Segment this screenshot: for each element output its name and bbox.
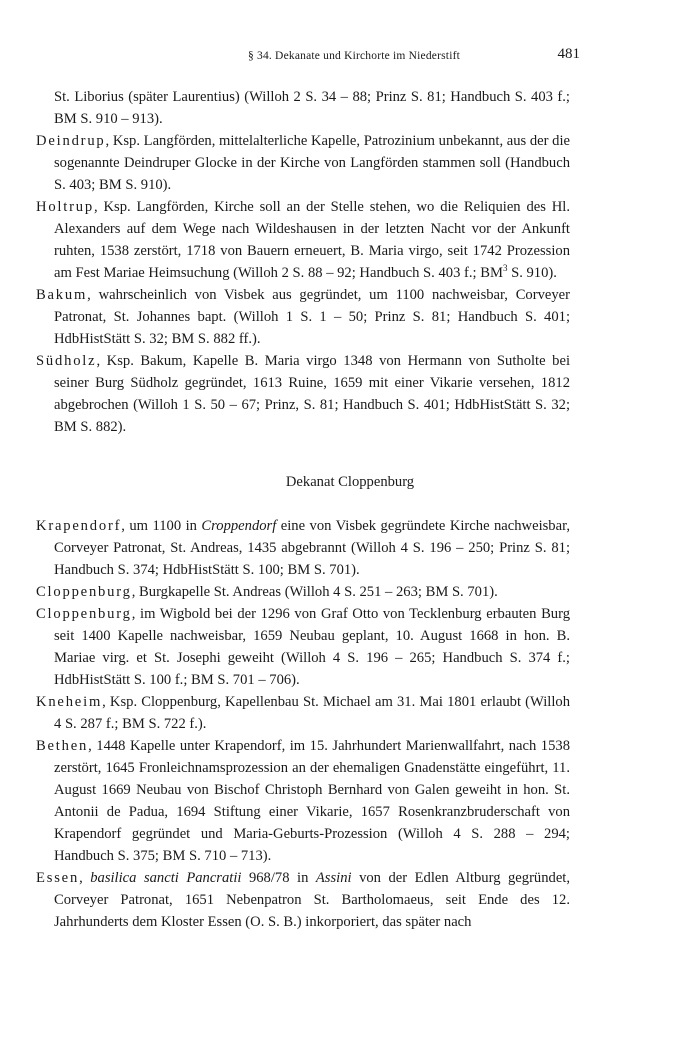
place-name: Cloppenburg <box>36 584 132 600</box>
place-name: Südholz <box>36 353 97 369</box>
entry-bethen <box>36 735 570 867</box>
entry-text-mid: 968/78 in <box>241 870 316 886</box>
entry-text: , Burgkapelle St. Andreas (Willoh 4 S. 251 – 263; BM S. 701). <box>131 584 498 600</box>
running-head: § 34. Dekanate und Kirchorte im Niederstift <box>247 50 461 62</box>
entry-text: , Ksp. Langförden, Kirche soll an der Stelle stehen, wo die Reliquien des Hl. Alexanders auf dem Wege nach Wildeshausen in der letzten Nacht vor der Ankunft ruhten, 1538 zerstört, 1718 von Bauern erneuert, B. Maria virgo, seit 1742 Prozession am Fest Mariae Heimsuchung (Willoh 2 S. 88 – 92; Handbuch S. 403 f.; BM <box>54 199 570 281</box>
place-name: Essen <box>36 870 80 886</box>
entry-bakum <box>36 284 570 350</box>
latin-term: basilica sancti Pancratii <box>90 870 242 886</box>
place-name: Bakum <box>36 287 88 303</box>
entry-text-pre: , <box>79 870 91 886</box>
entry-krapendorf <box>36 515 570 581</box>
entry-text-pre: , um 1100 in <box>121 518 202 534</box>
entry-deindrup <box>36 130 570 196</box>
latin-place: Assini <box>315 870 352 886</box>
entry-text: , Ksp. Langförden, mittelalterliche Kapelle, Patrozinium unbekannt, aus der die sogenannte Deindruper Glocke in der Kirche von Langförden stammen soll (Handbuch S. 403; BM S. 910). <box>54 133 570 193</box>
entry-essen <box>36 867 570 933</box>
entry-kneheim <box>36 691 570 735</box>
place-name: Cloppenburg <box>36 606 132 622</box>
place-name: Bethen <box>36 738 89 754</box>
entry-text: , Ksp. Cloppenburg, Kapellenbau St. Michael am 31. Mai 1801 erlaubt (Willoh 4 S. 287 f.; BM S. 722 f.). <box>54 694 570 732</box>
section-heading: Dekanat Cloppenburg <box>285 474 415 490</box>
continuation-paragraph: St. Liborius (später Laurentius) (Willoh 2 S. 34 – 88; Prinz S. 81; Handbuch S. 403 f.; BM S. 910 – 913). <box>54 89 570 127</box>
entry-holtrup <box>36 196 570 284</box>
entry-text: , im Wigbold bei der 1296 von Graf Otto von Tecklenburg erbauten Burg seit 1400 Kapelle nachweisbar, 1659 Neubau geplant, 10. August 1668 in hon. B. Mariae virg. et St. Josephi geweiht (Willoh 4 S. 196 – 265; Handbuch S. 374 f.; HdbHistStätt S. 100 f.; BM S. 701 – 706). <box>54 606 570 688</box>
entry-text: eine von Visbek gegründete Kirche nachweisbar, Corveyer Patronat, St. Andreas, 1435 abgebrannt (Willoh 4 S. 196 – 250; Prinz S. 81; Handbuch S. 374; HdbHistStätt S. 100; BM S. 701). <box>54 518 571 578</box>
entry-cloppenburg-wigbold <box>36 603 570 691</box>
entry-text: , Ksp. Bakum, Kapelle B. Maria virgo 1348 von Hermann von Sutholte bei seiner Burg Südholz gegründet, 1613 Ruine, 1659 mit einer Vikarie versehen, 1812 abgebrochen (Willoh 1 S. 50 – 67; Prinz, S. 81; Handbuch S. 401; HdbHistStätt S. 32; BM S. 882). <box>54 353 570 435</box>
place-name: Krapendorf <box>36 518 122 534</box>
superscript: 3 <box>502 263 508 274</box>
entry-cloppenburg-burgkapelle <box>36 581 570 603</box>
latin-term: Croppendorf <box>201 518 277 534</box>
place-name: Deindrup <box>36 133 106 149</box>
entry-text: von der Edlen Altburg gegründet, Corveyer Patronat, 1651 Nebenpatron St. Bartholomaeus, seit Ende des 12. Jahrhunderts dem Kloster Essen (O. S. B.) inkorporiert, das später nach <box>54 870 571 930</box>
entries-block-cloppenburg <box>36 515 570 933</box>
entry-text: , 1448 Kapelle unter Krapendorf, im 15. Jahrhundert Marienwallfahrt, nach 1538 zerstört, 1645 Fronleichnamsprozession an der ehemaligen Gnadenstätte eingeführt, 11. August 1669 Neubau von Bischof Christoph Bernhard von Galen geweiht in hon. St. Antonii de Padua, 1694 Stiftung einer Vikarie, 1657 Rosenkranzbruderschaft von Krapendorf gegründet und Maria-Geburts-Prozession (Willoh 4 S. 288 – 294; Handbuch S. 375; BM S. 710 – 713). <box>54 738 570 864</box>
page-number: 481 <box>557 46 580 62</box>
entry-suedholz <box>36 350 570 438</box>
entry-text-after: S. 910). <box>507 265 557 281</box>
entries-block-niederstift <box>36 86 570 438</box>
place-name: Holtrup <box>36 199 94 215</box>
place-name: Kneheim <box>36 694 103 710</box>
entry-text: , wahrscheinlich von Visbek aus gegründet, um 1100 nachweisbar, Corveyer Patronat, St. Johannes bapt. (Willoh 1 S. 1 – 50; Prinz S. 81; Handbuch S. 401; HdbHistStätt S. 32; BM S. 882 ff.). <box>54 287 570 347</box>
